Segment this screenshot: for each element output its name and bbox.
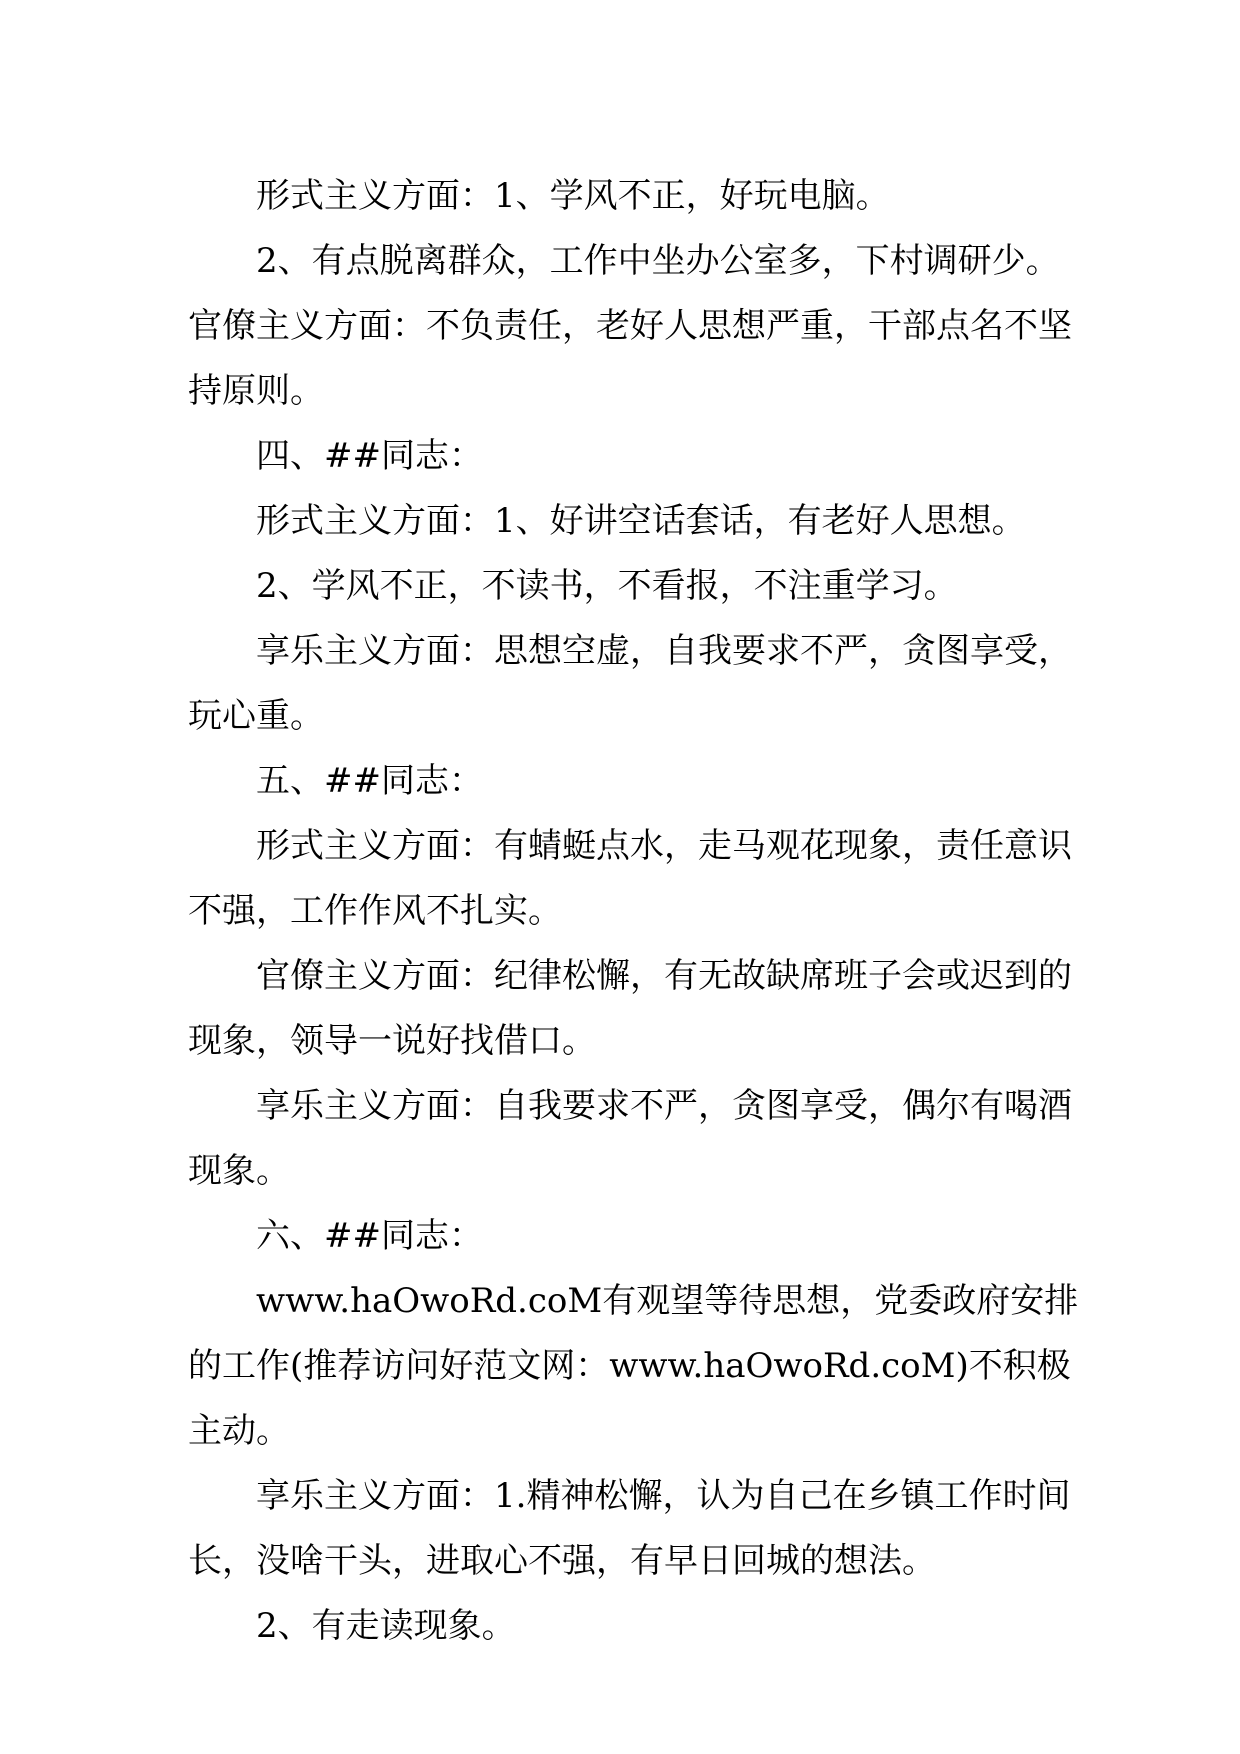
paragraph-hedonism-1: 享乐主义方面：1.精神松懈，认为自己在乡镇工作时间长，没啥干头，进取心不强，有早日回城的想法。 [188,1476,1071,1581]
paragraph-formalism-2: 2、学风不正，不读书，不看报，不注重学习。 [256,566,958,606]
paragraph-wait-and-see: www.haOwoRd.coM有观望等待思想，党委政府安排的工作(推荐访问好范文网：www.haOwoRd.coM)不积极主动。 [188,1281,1079,1451]
paragraph-formalism-2: 2、有点脱离群众，工作中坐办公室多，下村调研少。 [256,241,1060,281]
paragraph-bureaucratism: 官僚主义方面：纪律松懈，有无故缺席班子会或迟到的现象，领导一说好找借口。 [188,956,1072,1061]
paragraph-hedonism-2: 2、有走读现象。 [256,1606,516,1646]
paragraph-hedonism: 享乐主义方面：自我要求不严，贪图享受，偶尔有喝酒现象。 [188,1086,1072,1191]
section-heading-four: 四、##同志： [256,436,483,476]
paragraph-formalism: 形式主义方面：有蜻蜓点水，走马观花现象，责任意识不强，工作作风不扎实。 [188,826,1072,931]
paragraph-bureaucratism: 官僚主义方面：不负责任，老好人思想严重，干部点名不坚持原则。 [188,306,1072,411]
section-heading-six: 六、##同志： [256,1216,483,1256]
paragraph-formalism-1: 形式主义方面：1、好讲空话套话，有老好人思想。 [256,501,1026,541]
paragraph-formalism-1: 形式主义方面：1、学风不正，好玩电脑。 [256,176,890,216]
document-page [188,164,1088,1659]
paragraph-hedonism: 享乐主义方面：思想空虚，自我要求不严，贪图享受，玩心重。 [188,631,1072,736]
section-heading-five: 五、##同志： [256,761,483,801]
